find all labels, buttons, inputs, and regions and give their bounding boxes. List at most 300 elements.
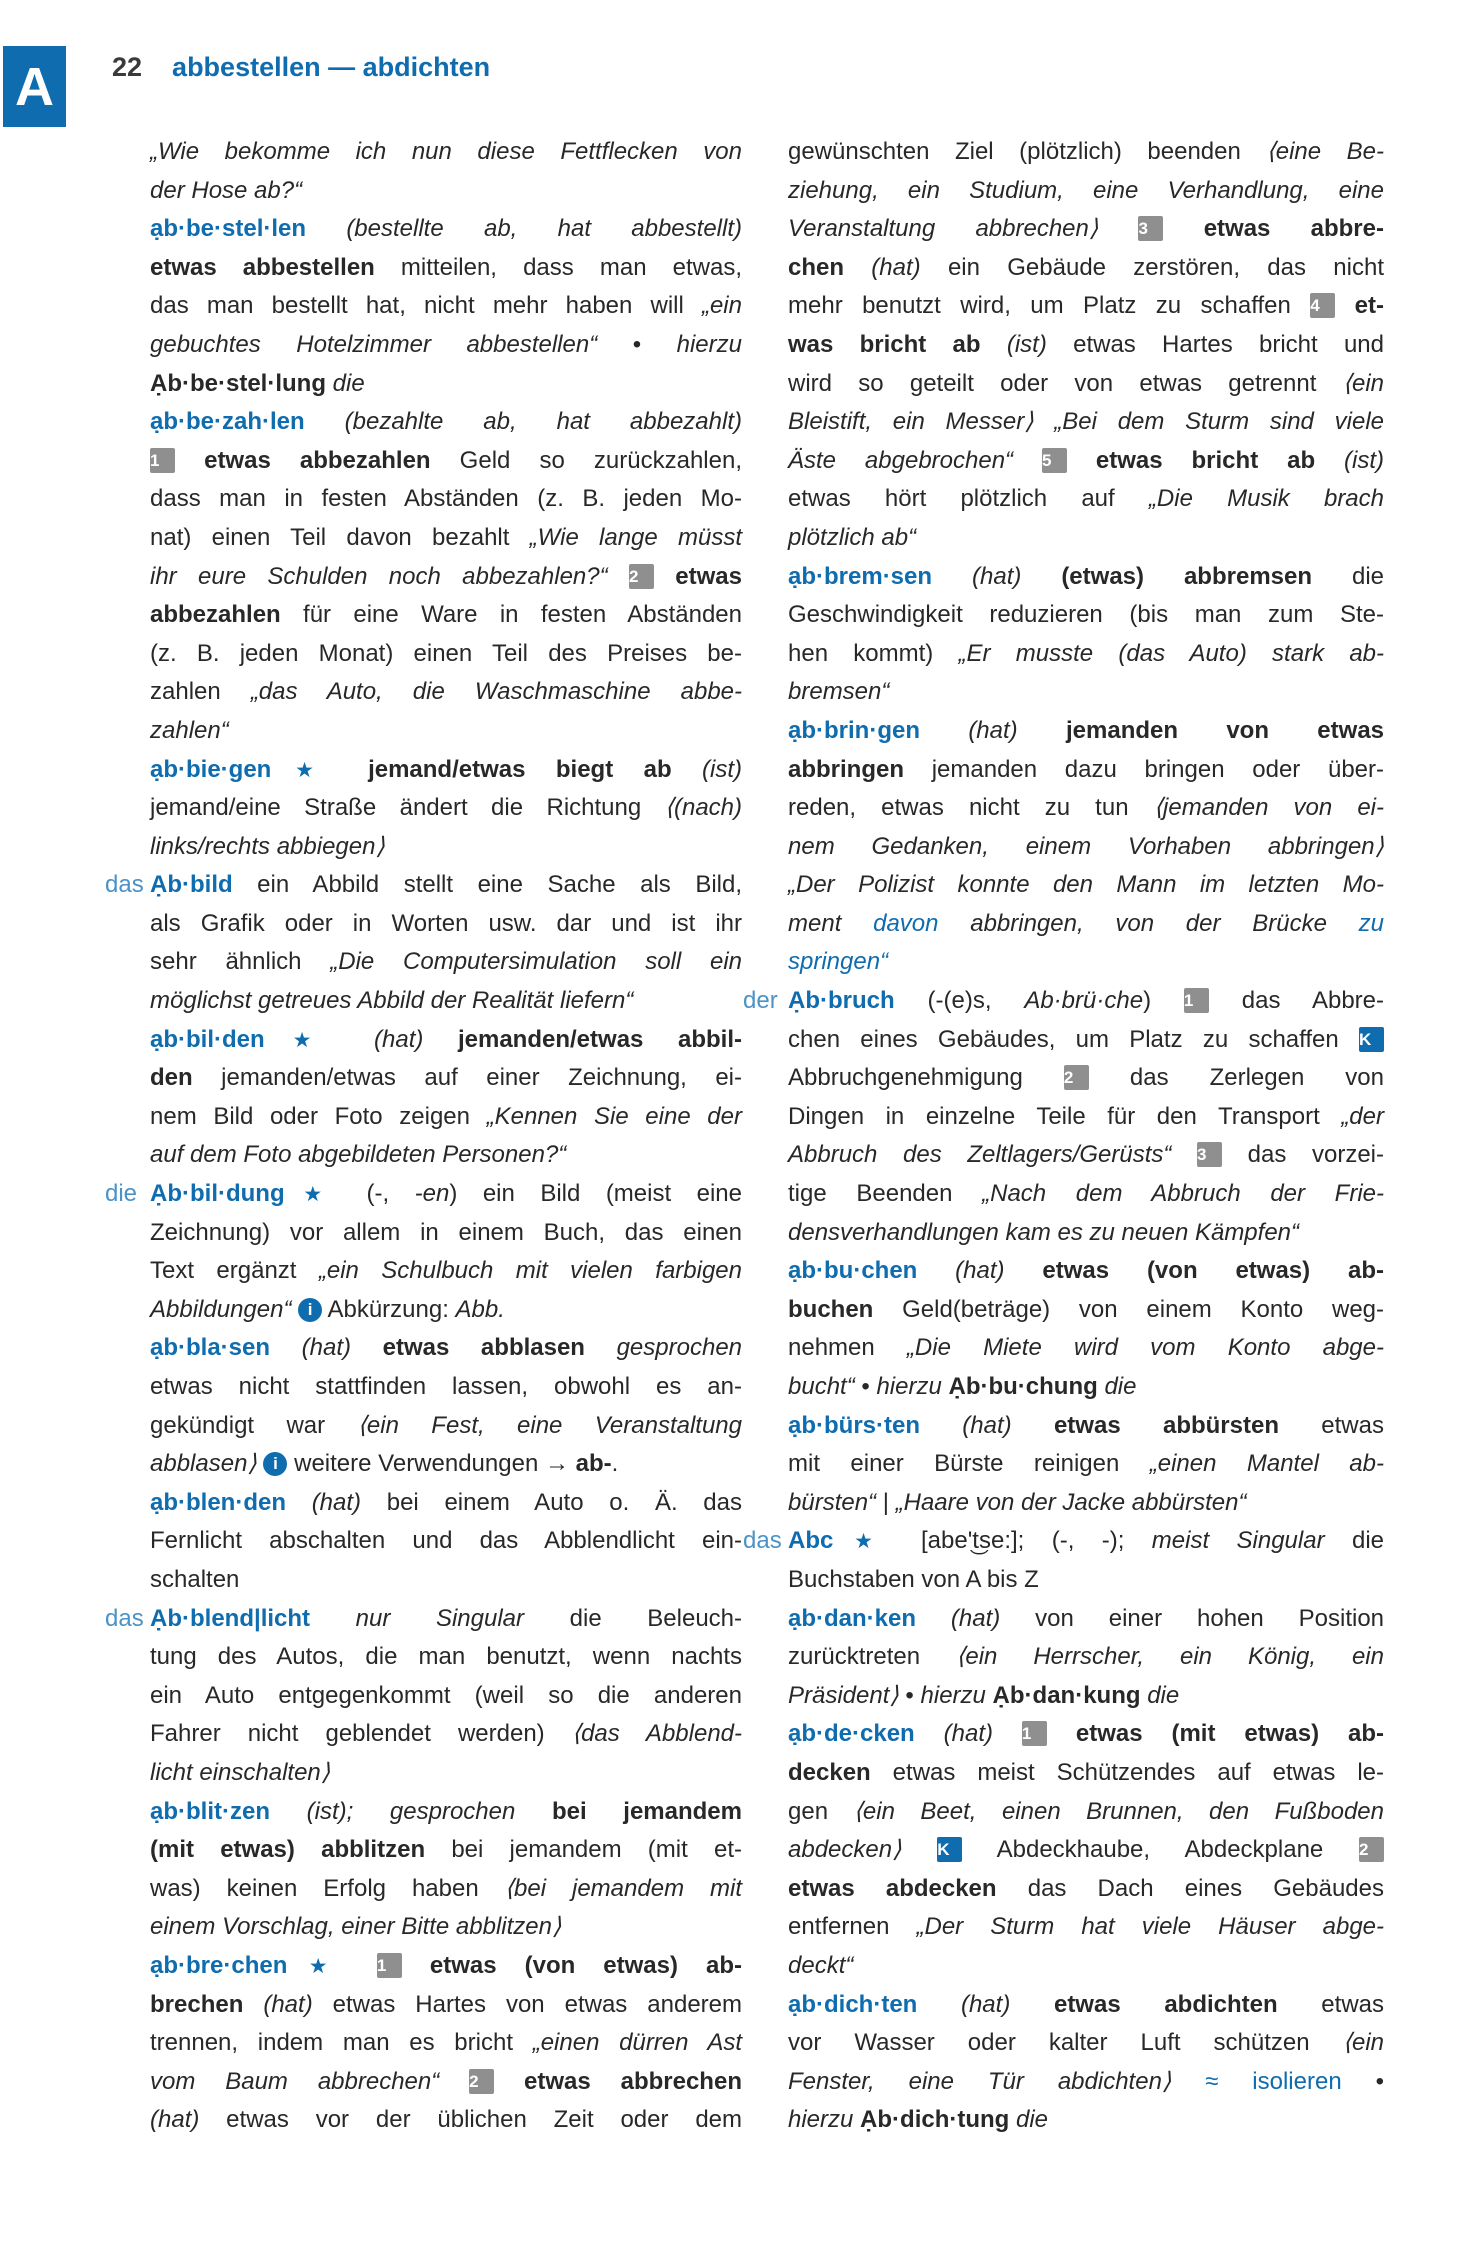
text-segment-italic: möglichst getreues Abbild der Realität liefern“ — [150, 987, 634, 1015]
text-segment: etwas Hartes von etwas anderem — [312, 1990, 742, 2018]
text-segment: • — [854, 1373, 877, 1400]
dictionary-line — [150, 1870, 742, 1909]
margin-article: der — [743, 987, 778, 1015]
guide-words: abbestellen — abdichten — [172, 52, 491, 82]
text-segment-italic: plötzlich ab“ — [788, 523, 917, 551]
dictionary-line — [788, 1291, 1384, 1330]
dictionary-line — [150, 1291, 742, 1330]
text-segment-italic: (hat) — [844, 253, 921, 281]
headword: ạb·bie·gen — [150, 755, 272, 783]
info-icon: i — [263, 1452, 287, 1476]
dictionary-line — [788, 1754, 1384, 1793]
text-segment: mit einer Bürste reinigen — [788, 1450, 1150, 1478]
dictionary-line — [150, 403, 742, 442]
dictionary-line — [788, 2063, 1384, 2102]
dictionary-line — [150, 751, 742, 790]
dictionary-line — [788, 480, 1384, 519]
text-segment-bold: etwas abdecken — [788, 1874, 997, 1902]
headword: ạb·de·cken — [788, 1720, 915, 1748]
text-segment-italic: meist Singular — [1151, 1527, 1325, 1555]
text-segment-bold: etwas abbrechen — [494, 2067, 742, 2095]
text-segment-italic: (bezahlte ab, hat abbezahlt) — [304, 408, 742, 436]
text-segment: von einer hohen Position — [1000, 1604, 1385, 1632]
dictionary-line — [150, 1986, 742, 2025]
headword: ạb·be·stel·len — [150, 215, 307, 243]
headword: ạb·be·zah·len — [150, 408, 305, 436]
text-segment-italic: „Der Polizist konnte den Mann im letzten Mo- — [788, 871, 1384, 899]
dictionary-column-right — [743, 133, 1385, 2140]
dictionary-line — [150, 326, 742, 365]
text-segment-bold: decken — [788, 1758, 871, 1786]
text-segment: gekündigt war — [150, 1411, 358, 1439]
dictionary-line — [105, 1175, 742, 1214]
headword: ạb·brin·gen — [788, 716, 920, 744]
text-segment: Buchstaben von A bis Z — [788, 1565, 1039, 1593]
text-segment-bold: et- — [1335, 292, 1385, 320]
text-segment-italic: die — [1140, 1681, 1180, 1709]
dictionary-line — [788, 1484, 1384, 1523]
text-segment: das Dach eines Gebäudes — [996, 1874, 1385, 1902]
text-segment-italic: (ist) — [980, 330, 1047, 358]
dictionary-line — [788, 210, 1384, 249]
text-segment: Text ergänzt — [150, 1257, 319, 1285]
dictionary-line — [150, 596, 742, 635]
headword: Ạb·blend|licht — [150, 1604, 311, 1632]
text-segment: ein Gebäude zerstören, das nicht — [920, 253, 1384, 281]
sense-number-badge: 1 — [150, 448, 175, 473]
dictionary-line — [150, 789, 742, 828]
text-segment-bold: etwas abbürsten — [1011, 1411, 1279, 1439]
sense-number-badge: 1 — [1184, 988, 1209, 1013]
text-segment-bold: brechen — [150, 1990, 244, 2018]
dictionary-line — [788, 1831, 1384, 1870]
text-segment: etwas vor der üblichen Zeit oder dem — [199, 2106, 742, 2134]
text-segment-bold: den — [150, 1064, 193, 1092]
text-segment-italic: (ist) — [671, 755, 743, 783]
dictionary-line — [150, 442, 742, 481]
headword: Ạb·bil·dung — [150, 1180, 285, 1208]
sense-number-badge: 3 — [1197, 1142, 1222, 1167]
headword: ạb·bre·chen — [150, 1951, 288, 1979]
dictionary-line — [788, 1136, 1384, 1175]
dictionary-line — [150, 1522, 742, 1561]
dictionary-line — [788, 828, 1384, 867]
text-segment-bold: etwas bricht ab — [1066, 446, 1316, 474]
dictionary-line — [150, 982, 742, 1021]
dictionary-line — [788, 558, 1384, 597]
text-segment-bold: jemanden/etwas abbil- — [423, 1025, 742, 1053]
text-segment: reden, etwas nicht zu tun — [788, 794, 1154, 822]
text-segment-italic: gesprochen — [584, 1334, 743, 1362]
text-segment-italic: deckt“ — [788, 1951, 854, 1979]
text-segment: | — [876, 1488, 896, 1516]
page-header — [112, 52, 490, 83]
text-segment: • — [597, 330, 677, 358]
text-segment — [1171, 2068, 1205, 2095]
text-segment — [291, 1296, 298, 1323]
text-segment-italic: „Die Miete wird vom Konto abge- — [906, 1334, 1384, 1362]
text-segment-italic: (hat) — [920, 1411, 1012, 1439]
text-segment: für eine Ware in festen Abständen — [280, 601, 742, 629]
text-segment: ) — [1143, 987, 1184, 1015]
text-segment-italic: ⟨eine Be- — [1266, 138, 1384, 165]
text-segment: (-(e)s, — [894, 987, 1025, 1015]
dictionary-line — [150, 635, 742, 674]
dictionary-line — [150, 1368, 742, 1407]
text-segment-italic: „Der Sturm hat viele Häuser abge- — [916, 1913, 1385, 1941]
dictionary-line — [105, 1600, 742, 1639]
text-segment — [1171, 1141, 1197, 1168]
dictionary-line — [150, 480, 742, 519]
star-icon: ★ — [284, 1183, 342, 1207]
headword: ạb·dich·ten — [788, 1990, 918, 2018]
text-segment: die — [1312, 562, 1384, 590]
text-segment-italic: (hat) — [916, 1604, 1001, 1632]
text-segment: mehr benutzt wird, um Platz zu schaffen — [788, 292, 1311, 320]
dictionary-line — [150, 712, 742, 751]
text-segment-blue: ≈ isolieren — [1205, 2067, 1342, 2095]
text-segment-italic: ⟨jemanden von ei- — [1153, 794, 1384, 822]
text-segment: • — [1341, 2067, 1384, 2095]
sense-number-badge: 2 — [469, 2069, 494, 2094]
text-segment-bold: buchen — [788, 1295, 874, 1323]
text-segment-italic: Abbruch des Zeltlagers/Gerüsts“ — [788, 1141, 1172, 1169]
text-segment-bold: abbringen — [788, 755, 905, 783]
text-segment: Abdeckhaube, Abdeckplane — [962, 1836, 1359, 1864]
dictionary-line — [788, 712, 1384, 751]
dictionary-line — [788, 365, 1384, 404]
headword: ạb·blen·den — [150, 1488, 286, 1516]
text-segment: etwas meist Schützendes auf etwas le- — [870, 1758, 1384, 1786]
text-segment: (z. B. jeden Monat) einen Teil des Preises be- — [150, 639, 742, 667]
text-segment: hen kommt) — [788, 639, 959, 667]
dictionary-line — [150, 1484, 742, 1523]
text-segment-bold: etwas abbezahlen — [175, 446, 431, 474]
text-segment: jemanden/etwas auf einer Zeichnung, ei- — [192, 1064, 742, 1092]
text-segment-italic: (ist); gesprochen — [270, 1797, 516, 1825]
text-segment: ein Abbild stellt eine Sache als Bild, — [232, 871, 742, 899]
text-segment-bold: etwas (von etwas) ab- — [401, 1951, 742, 1979]
text-segment: weitere Verwendungen → — [287, 1450, 576, 1478]
text-segment-italic: „Haare von der Jacke abbürsten“ — [895, 1488, 1247, 1516]
text-segment — [257, 1450, 264, 1477]
text-segment-italic: bucht“ — [788, 1373, 855, 1400]
dictionary-line — [150, 172, 742, 211]
dictionary-line — [788, 442, 1384, 481]
text-segment-bold: Ạb·be·stel·lung — [150, 369, 326, 397]
dictionary-line — [150, 249, 742, 288]
text-segment: trennen, indem man es bricht — [150, 2029, 533, 2057]
text-segment-italic: (hat) — [339, 1025, 424, 1053]
text-segment-bold: jemanden von etwas — [1017, 716, 1385, 744]
dictionary-line — [788, 1407, 1384, 1446]
dictionary-line — [150, 1136, 742, 1175]
text-segment: . — [611, 1450, 619, 1478]
letter-tab: A — [3, 46, 66, 127]
text-segment-italic: ment — [788, 909, 874, 937]
dictionary-line — [788, 673, 1384, 712]
text-segment-bold: ab- — [575, 1450, 612, 1478]
text-segment-italic: der Hose ab?“ — [150, 176, 303, 204]
text-segment: die — [1324, 1527, 1385, 1555]
text-segment: was) keinen Erfolg haben — [150, 1874, 505, 1902]
sense-number-badge: 2 — [1064, 1065, 1089, 1090]
star-icon: ★ — [287, 1954, 349, 1978]
text-segment-italic: hierzu — [788, 2106, 854, 2134]
text-segment: wird so geteilt oder von etwas getrennt — [788, 369, 1343, 397]
sense-number-badge: 4 — [1310, 293, 1335, 318]
sense-number-badge: 5 — [1042, 448, 1067, 473]
dictionary-line — [788, 326, 1384, 365]
dictionary-line — [788, 1329, 1384, 1368]
text-segment: nat) einen Teil davon bezahlt — [150, 523, 530, 551]
text-segment-italic: zahlen“ — [150, 716, 229, 744]
text-segment-italic: links/rechts abbiegen⟩ — [150, 832, 385, 860]
dictionary-line — [150, 1214, 742, 1253]
text-segment-italic: ⟨(nach) — [664, 794, 742, 822]
text-segment-bold: etwas — [653, 562, 743, 590]
text-segment-bold: (etwas) abbremsen — [1021, 562, 1313, 590]
dictionary-line — [150, 287, 742, 326]
page-number: 22 — [112, 52, 143, 82]
text-segment — [1013, 447, 1042, 474]
text-segment-italic: (hat) — [150, 2106, 200, 2134]
text-segment-italic: (bestellte ab, hat abbestellt) — [306, 215, 742, 243]
dictionary-line — [788, 1908, 1384, 1947]
sense-number-badge: 1 — [377, 1953, 402, 1978]
text-segment: mitteilen, dass man etwas, — [374, 253, 742, 281]
text-segment: tung des Autos, die man benutzt, wenn nachts — [150, 1643, 742, 1671]
text-segment-italic: -en — [414, 1180, 450, 1208]
text-segment-italic: Ab·brü·che — [1024, 987, 1144, 1015]
dictionary-line — [788, 596, 1384, 635]
dictionary-line — [150, 133, 742, 172]
dictionary-line — [150, 828, 742, 867]
star-icon: ★ — [833, 1530, 894, 1554]
margin-article: die — [105, 1180, 138, 1208]
text-segment: etwas — [1277, 1990, 1384, 2018]
text-segment-italic: Bleistift, ein Messer⟩ „Bei dem Sturm sind viele — [788, 408, 1384, 436]
dictionary-column-left — [105, 133, 743, 2140]
text-segment: dass man in festen Abständen (z. B. jeden Mo- — [150, 485, 742, 513]
text-segment: tige Beenden — [788, 1180, 983, 1208]
text-segment-italic: „Wie bekomme ich nun diese Fettflecken von — [150, 138, 742, 165]
text-segment-italic: ziehung, ein Studium, eine Verhandlung, eine — [788, 176, 1384, 204]
star-icon: ★ — [264, 1028, 340, 1052]
text-segment: Geschwindigkeit reduzieren (bis man zum Ste- — [788, 601, 1384, 629]
text-segment: schalten — [150, 1565, 240, 1593]
text-segment-italic: Präsident⟩ — [788, 1681, 899, 1709]
text-segment-italic: Fenster, eine Tür abdichten⟩ — [788, 2067, 1172, 2095]
text-segment-italic: abdecken⟩ — [788, 1836, 902, 1864]
text-segment: das vorzei- — [1222, 1141, 1385, 1169]
text-segment: entfernen — [788, 1913, 917, 1941]
text-segment-bold: Ạb·dan·kung — [985, 1681, 1141, 1709]
text-segment: als Grafik oder in Worten usw. dar und ist ihr — [150, 909, 742, 937]
text-segment-italic: „Wie lange müsst — [529, 523, 743, 551]
star-icon: ★ — [271, 758, 338, 782]
text-segment: etwas Hartes bricht und — [1046, 330, 1384, 358]
dictionary-line — [788, 1368, 1384, 1407]
text-segment-bold: (mit etwas) abblitzen — [150, 1836, 426, 1864]
text-segment-italic: ⟨ein — [1342, 369, 1384, 397]
text-segment: jemand/eine Straße ändert die Richtung — [150, 794, 665, 822]
text-segment — [608, 563, 629, 590]
text-segment-italic: nem Gedanken, einem Vorhaben abbringen⟩ — [788, 832, 1384, 860]
text-segment: gewünschten Ziel (plötzlich) beenden — [788, 138, 1267, 165]
text-segment-italic: „das Auto, die Waschmaschine abbe- — [250, 678, 743, 706]
text-segment-italic: vom Baum abbrechen“ — [150, 2067, 440, 2095]
dictionary-line — [150, 519, 742, 558]
dictionary-line — [788, 943, 1384, 982]
text-segment-bold: etwas (mit etwas) ab- — [1046, 1720, 1385, 1748]
text-segment-italic: ⟨ein Beet, einen Brunnen, den Fußboden — [853, 1797, 1384, 1825]
dictionary-line — [150, 1908, 742, 1947]
margin-article: das — [105, 1604, 144, 1632]
dictionary-line — [150, 558, 742, 597]
dictionary-line — [150, 905, 742, 944]
headword: Ạb·bild — [150, 871, 233, 899]
dictionary-line — [150, 1329, 742, 1368]
text-segment-italic: licht einschalten⟩ — [150, 1758, 331, 1786]
text-segment-bold: etwas abbestellen — [150, 253, 375, 281]
dictionary-line — [150, 1445, 742, 1484]
text-segment-italic: einem Vorschlag, einer Bitte abblitzen⟩ — [150, 1913, 562, 1941]
text-segment-italic: densverhandlungen kam es zu neuen Kämpfen“ — [788, 1218, 1300, 1246]
text-segment: nehmen — [788, 1334, 907, 1362]
text-segment: vor Wasser oder kalter Luft schützen — [788, 2029, 1343, 2057]
text-segment-italic: ⟨ein — [1342, 2029, 1384, 2057]
text-segment: die Beleuch- — [524, 1604, 742, 1632]
text-segment-italic: (hat) — [917, 1257, 1005, 1285]
text-segment-italic: (hat) — [932, 562, 1022, 590]
text-segment-italic: „Die Musik brach — [1148, 485, 1385, 513]
text-segment: das Zerlegen von — [1088, 1064, 1384, 1092]
text-segment — [1098, 215, 1138, 242]
dictionary-line — [743, 1522, 1385, 1561]
sense-number-badge: 3 — [1138, 216, 1163, 241]
text-segment-bold: etwas (von etwas) ab- — [1004, 1257, 1384, 1285]
dictionary-line — [788, 1175, 1384, 1214]
dictionary-line — [150, 1638, 742, 1677]
text-segment-italic: (hat) — [270, 1334, 351, 1362]
text-segment-italic: nur Singular — [310, 1604, 525, 1632]
text-segment: Geld(beträge) von einem Konto weg- — [873, 1295, 1384, 1323]
text-segment: Fahrer nicht geblendet werden) — [150, 1720, 572, 1748]
text-segment — [901, 1836, 937, 1863]
headword: ạb·bil·den — [150, 1025, 265, 1053]
dictionary-line — [788, 2101, 1384, 2140]
sense-number-badge: 1 — [1022, 1721, 1047, 1746]
text-segment-italic: abbringen, von der Brücke — [938, 909, 1359, 937]
dictionary-line — [150, 1098, 742, 1137]
headword: ạb·bürs·ten — [788, 1411, 920, 1439]
headword: ạb·blit·zen — [150, 1797, 270, 1825]
text-segment: Abkürzung: — [322, 1295, 456, 1323]
text-segment-italic: Abbildungen“ — [150, 1295, 292, 1323]
text-segment: etwas — [1278, 1411, 1384, 1439]
margin-article: das — [105, 871, 144, 899]
text-segment-italic: „einen dürren Ast — [532, 2029, 742, 2057]
text-segment-italic: ⟨ein Fest, eine Veranstaltung — [357, 1411, 743, 1439]
headword: ạb·brem·sen — [788, 562, 933, 590]
text-segment: Fernlicht abschalten und das Abblendlicht ein- — [150, 1527, 742, 1555]
dictionary-line — [788, 1638, 1384, 1677]
text-segment: sehr ähnlich — [150, 948, 331, 976]
dictionary-line — [788, 1793, 1384, 1832]
dictionary-line — [788, 519, 1384, 558]
dictionary-line — [150, 673, 742, 712]
dictionary-line — [788, 2024, 1384, 2063]
headword: ạb·bla·sen — [150, 1334, 271, 1362]
text-segment-bold: Ạb·bu·chung — [941, 1373, 1098, 1400]
dictionary-line — [150, 210, 742, 249]
text-segment-bold: chen — [788, 253, 845, 281]
text-segment: zahlen — [150, 678, 251, 706]
headword: ạb·dan·ken — [788, 1604, 917, 1632]
dictionary-line — [150, 1059, 742, 1098]
text-segment: Zeichnung) vor allem in einem Buch, das einen — [150, 1218, 742, 1246]
text-segment-italic: abblasen⟩ — [150, 1450, 257, 1478]
text-segment-italic: auf dem Foto abgebildeten Personen?“ — [150, 1141, 567, 1169]
dictionary-line — [788, 133, 1384, 172]
dictionary-line — [788, 1677, 1384, 1716]
text-segment-italic: hierzu — [676, 330, 742, 358]
text-segment-italic: (hat) — [920, 716, 1018, 744]
text-segment: das man bestellt hat, nicht mehr haben will — [150, 292, 702, 320]
dictionary-line — [788, 635, 1384, 674]
text-segment — [349, 1952, 377, 1979]
text-segment-italic: (hat) — [286, 1488, 362, 1516]
text-segment-bold: etwas abblasen — [351, 1334, 585, 1362]
dictionary-line — [150, 1715, 742, 1754]
dictionary-line — [788, 1870, 1384, 1909]
text-segment-italic: „Die Computersimulation soll ein — [330, 948, 743, 976]
text-segment-italic: die — [325, 369, 365, 397]
text-segment: zurücktreten — [788, 1643, 957, 1671]
text-segment: nem Bild oder Foto zeigen — [150, 1102, 487, 1130]
dictionary-line — [150, 1754, 742, 1793]
dictionary-line — [150, 1407, 742, 1446]
dictionary-line — [150, 1793, 742, 1832]
text-segment: ein Auto entgegenkommt (weil so die anderen — [150, 1681, 742, 1709]
text-segment-italic: „ein — [701, 292, 742, 320]
text-segment-italic: ⟨ein Herrscher, ein König, ein — [956, 1643, 1384, 1671]
text-segment-italic: bürsten“ — [788, 1488, 877, 1516]
dictionary-line — [788, 905, 1384, 944]
text-segment-bold: etwas abbre- — [1163, 215, 1384, 243]
text-segment-italic: Äste abgebrochen“ — [788, 446, 1014, 474]
dictionary-line — [788, 1059, 1384, 1098]
text-segment-italic: (hat) — [914, 1720, 993, 1748]
text-segment: jemanden dazu bringen oder über- — [904, 755, 1384, 783]
text-segment-italic: die — [1009, 2106, 1049, 2134]
headword: ạb·bu·chen — [788, 1257, 918, 1285]
text-segment-italic: „ein Schulbuch mit vielen farbigen — [318, 1257, 743, 1285]
dictionary-line — [150, 1677, 742, 1716]
text-segment: bei einem Auto o. Ä. das — [361, 1488, 743, 1516]
dictionary-line — [788, 1561, 1384, 1600]
dictionary-line — [788, 789, 1384, 828]
text-segment-italic: die — [1097, 1373, 1137, 1400]
text-segment: das Abbre- — [1208, 987, 1384, 1015]
text-segment-italic: hierzu — [876, 1373, 942, 1400]
text-segment-italic: Abb. — [455, 1295, 505, 1323]
dictionary-line — [150, 2024, 742, 2063]
dictionary-line — [150, 365, 742, 404]
dictionary-line — [788, 1600, 1384, 1639]
dictionary-line — [788, 1021, 1384, 1060]
